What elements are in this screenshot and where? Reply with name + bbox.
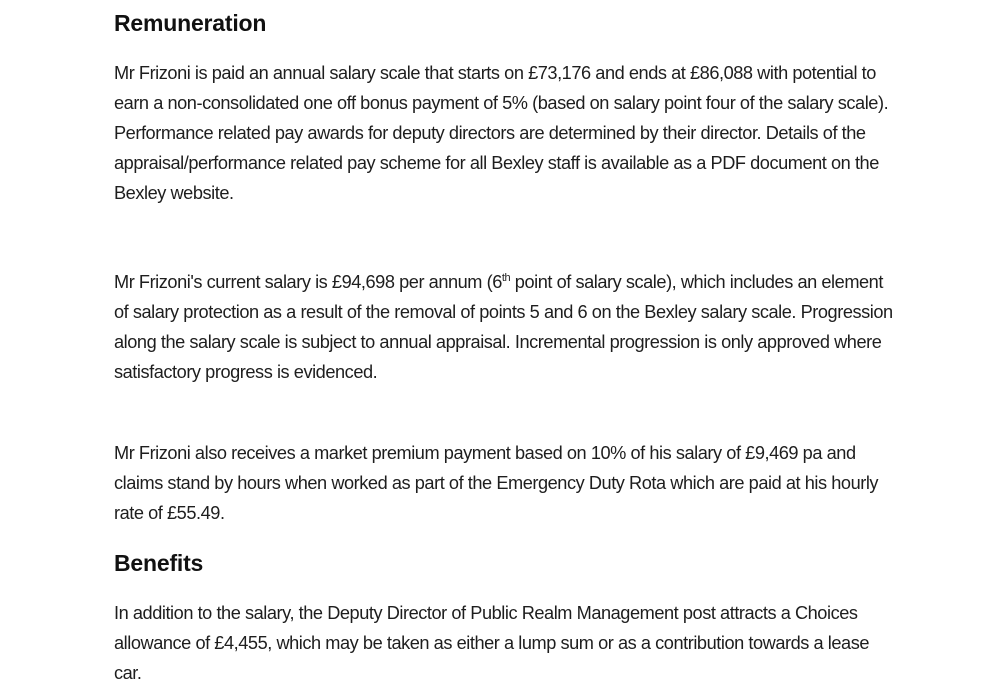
current-salary-text-start: Mr Frizoni's current salary is £94,698 per annum (6 [114, 272, 502, 292]
benefits-heading: Benefits [114, 550, 204, 576]
ordinal-superscript: th [501, 272, 511, 284]
remuneration-heading: Remuneration [114, 10, 267, 36]
benefits-paragraph-choices-allowance: In addition to the salary, the Deputy Director of Public Realm Management post attracts a Choices allowance of £4,455, which may be taken as either a lump sum or as a contribution towards a lease car. [114, 603, 870, 683]
current-salary-text-end: point of salary scale), which includes an element of salary protection as a result of the removal of points 5 and 6 on the Bexley salary scale. Progression along the salary scale is subject to annual appraisal. Incremental progression is only approved where satisfactory progress is evidenced. [114, 272, 893, 382]
remuneration-paragraph-salary-scale: Mr Frizoni is paid an annual salary scale that starts on £73,176 and ends at £86,088 with potential to earn a non-consolidated one off bonus payment of 5% (based on salary point four of the salary scale). Performance related pay awards for deputy directors are determined by their director. Details of the appraisal/performance related pay scheme for all Bexley staff is available as a PDF document on the Bexley website. [114, 63, 889, 203]
remuneration-paragraph-current-salary [114, 267, 894, 387]
remuneration-paragraph-market-premium: Mr Frizoni also receives a market premium payment based on 10% of his salary of £9,469 pa and claims stand by hours when worked as part of the Emergency Duty Rota which are paid at his hourly rate of £55.49. [114, 443, 879, 523]
